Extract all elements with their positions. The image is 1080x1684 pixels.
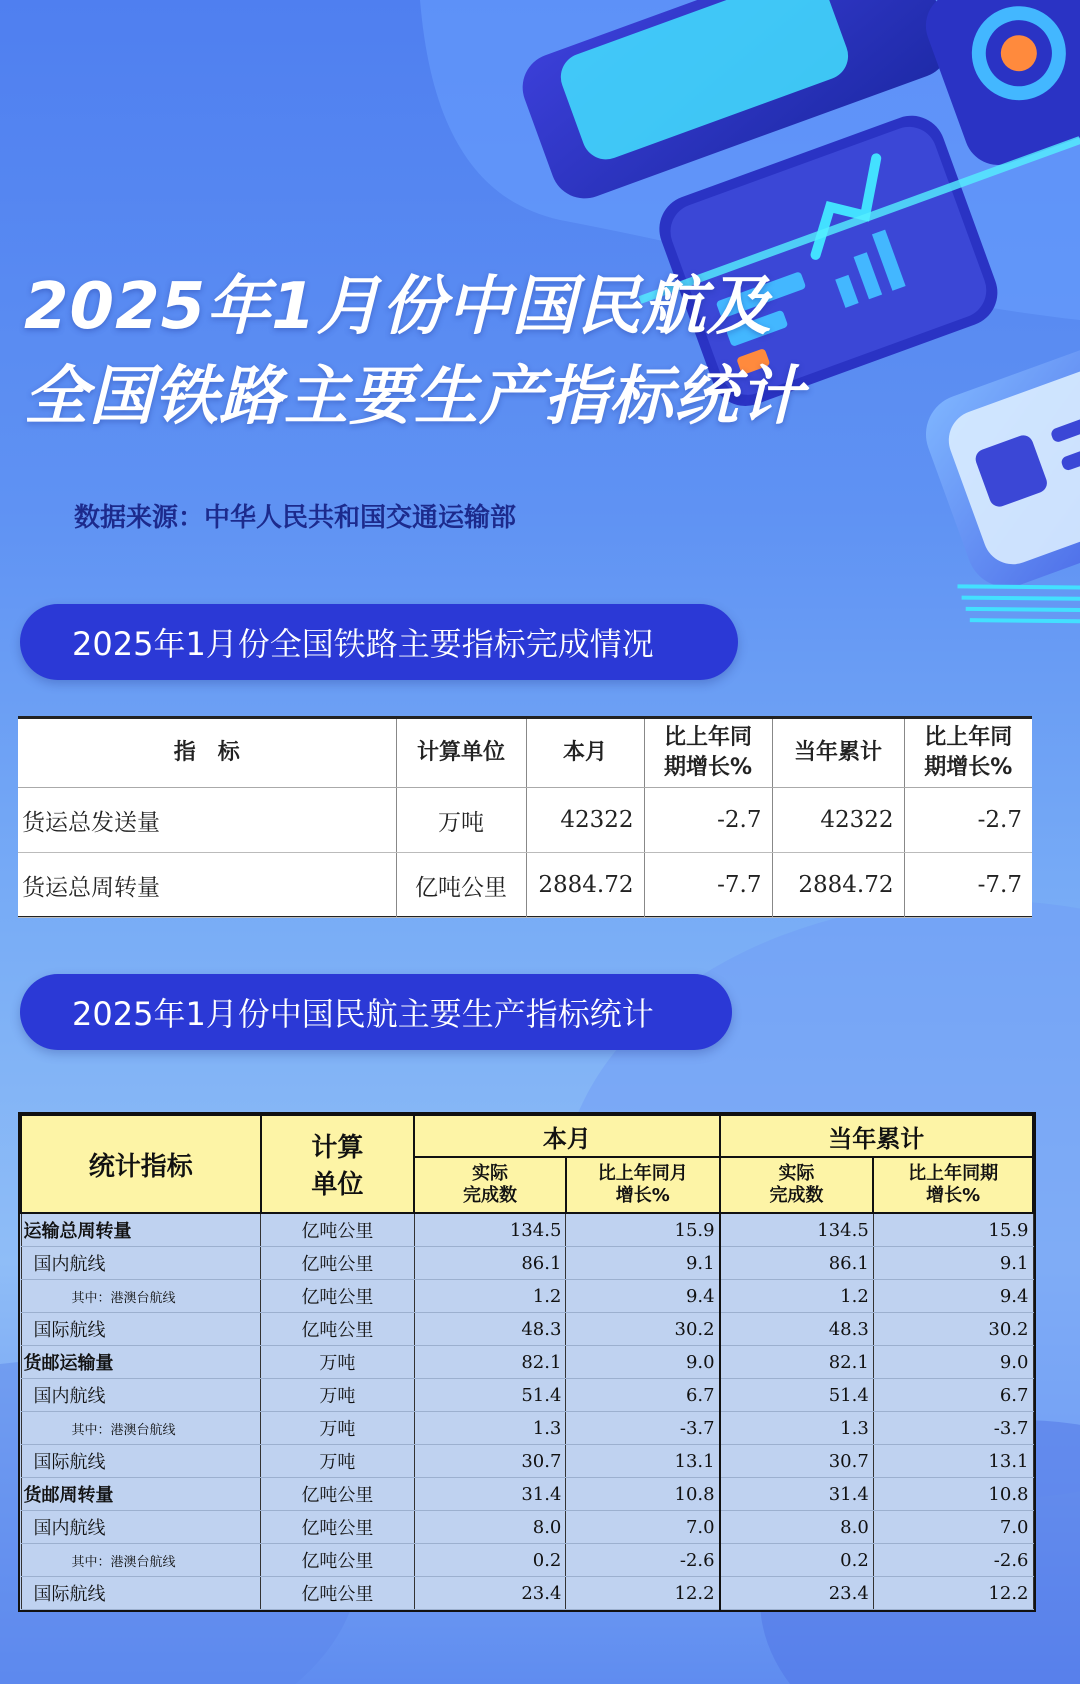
rail-table-container [18, 716, 1032, 918]
aviation-cell-ytd-growth: -3.7 [873, 1412, 1033, 1445]
table-row [21, 1346, 1033, 1379]
rail-header-unit: 计算单位 [396, 719, 526, 788]
aviation-cell-month: 31.4 [414, 1478, 566, 1511]
aviation-cell-name: 货邮周转量 [21, 1478, 261, 1511]
aviation-table [20, 1114, 1034, 1610]
aviation-cell-month-growth: 15.9 [566, 1213, 720, 1247]
aviation-cell-ytd: 48.3 [720, 1313, 874, 1346]
aviation-cell-unit: 亿吨公里 [261, 1544, 415, 1577]
aviation-cell-month-growth: 30.2 [566, 1313, 720, 1346]
aviation-cell-unit: 亿吨公里 [261, 1511, 415, 1544]
aviation-header-row-1 [21, 1115, 1033, 1157]
aviation-cell-name: 国内航线 [21, 1247, 261, 1280]
aviation-header-month-growth: 比上年同月 增长% [566, 1157, 720, 1213]
data-source: 数据来源：中华人民共和国交通运输部 [74, 503, 517, 533]
table-row [21, 1313, 1033, 1346]
aviation-cell-month: 8.0 [414, 1511, 566, 1544]
aviation-header-month-actual: 实际 完成数 [414, 1157, 566, 1213]
aviation-cell-month-growth: 13.1 [566, 1445, 720, 1478]
table-row [21, 1577, 1033, 1610]
aviation-cell-month: 1.3 [414, 1412, 566, 1445]
aviation-cell-ytd-growth: 9.0 [873, 1346, 1033, 1379]
aviation-cell-name: 货邮运输量 [21, 1346, 261, 1379]
aviation-cell-unit: 亿吨公里 [261, 1247, 415, 1280]
table-row [21, 1280, 1033, 1313]
aviation-cell-ytd: 51.4 [720, 1379, 874, 1412]
aviation-cell-unit: 万吨 [261, 1445, 415, 1478]
aviation-cell-unit: 亿吨公里 [261, 1478, 415, 1511]
rail-section-heading: 2025年1月份全国铁路主要指标完成情况 [20, 604, 738, 680]
table-row [18, 788, 1032, 853]
aviation-cell-ytd-growth: 7.0 [873, 1511, 1033, 1544]
aviation-cell-ytd: 1.3 [720, 1412, 874, 1445]
aviation-cell-name: 国内航线 [21, 1379, 261, 1412]
aviation-section-heading: 2025年1月份中国民航主要生产指标统计 [20, 974, 732, 1050]
rail-header-ytd: 当年累计 [772, 719, 904, 788]
aviation-cell-name: 其中：港澳台航线 [21, 1412, 261, 1445]
aviation-cell-unit: 万吨 [261, 1346, 415, 1379]
aviation-cell-ytd: 23.4 [720, 1577, 874, 1610]
aviation-cell-month-growth: 9.1 [566, 1247, 720, 1280]
aviation-cell-name: 国际航线 [21, 1577, 261, 1610]
aviation-cell-ytd-growth: 9.4 [873, 1280, 1033, 1313]
page-title [24, 262, 804, 442]
aviation-cell-month: 134.5 [414, 1213, 566, 1247]
aviation-header-ytd-growth: 比上年同期 增长% [873, 1157, 1033, 1213]
table-row [21, 1445, 1033, 1478]
aviation-cell-month-growth: 9.4 [566, 1280, 720, 1313]
rail-cell-ytd: 2884.72 [772, 853, 904, 918]
aviation-cell-ytd: 31.4 [720, 1478, 874, 1511]
aviation-cell-month: 1.2 [414, 1280, 566, 1313]
aviation-cell-ytd: 1.2 [720, 1280, 874, 1313]
aviation-cell-month-growth: 12.2 [566, 1577, 720, 1610]
aviation-cell-ytd: 0.2 [720, 1544, 874, 1577]
table-row [21, 1478, 1033, 1511]
aviation-header-indicator: 统计指标 [21, 1115, 261, 1213]
aviation-cell-unit: 亿吨公里 [261, 1280, 415, 1313]
aviation-cell-unit: 万吨 [261, 1412, 415, 1445]
aviation-cell-month-growth: -3.7 [566, 1412, 720, 1445]
aviation-cell-name: 运输总周转量 [21, 1213, 261, 1247]
aviation-cell-ytd-growth: 13.1 [873, 1445, 1033, 1478]
table-row [21, 1379, 1033, 1412]
aviation-cell-month: 51.4 [414, 1379, 566, 1412]
aviation-table-body [21, 1213, 1033, 1610]
aviation-cell-month: 48.3 [414, 1313, 566, 1346]
aviation-cell-ytd-growth: 6.7 [873, 1379, 1033, 1412]
aviation-cell-month-growth: -2.6 [566, 1544, 720, 1577]
rail-cell-ytd-growth: -2.7 [904, 788, 1032, 853]
aviation-cell-name: 国际航线 [21, 1445, 261, 1478]
aviation-cell-month: 23.4 [414, 1577, 566, 1610]
aviation-cell-month-growth: 10.8 [566, 1478, 720, 1511]
rail-cell-month-growth: -7.7 [644, 853, 772, 918]
aviation-cell-month: 30.7 [414, 1445, 566, 1478]
table-row [21, 1544, 1033, 1577]
aviation-cell-month: 86.1 [414, 1247, 566, 1280]
aviation-cell-month-growth: 7.0 [566, 1511, 720, 1544]
rail-header-row [18, 719, 1032, 788]
aviation-header-ytd: 当年累计 [720, 1115, 1033, 1157]
rail-cell-name: 货运总发送量 [18, 788, 396, 853]
table-row [21, 1213, 1033, 1247]
rail-cell-ytd-growth: -7.7 [904, 853, 1032, 918]
aviation-cell-ytd-growth: -2.6 [873, 1544, 1033, 1577]
aviation-cell-unit: 亿吨公里 [261, 1213, 415, 1247]
rail-cell-unit: 亿吨公里 [396, 853, 526, 918]
table-row [18, 853, 1032, 918]
aviation-cell-unit: 万吨 [261, 1379, 415, 1412]
rail-cell-name: 货运总周转量 [18, 853, 396, 918]
rail-header-ytd-growth: 比上年同 期增长% [904, 719, 1032, 788]
rail-table [18, 719, 1032, 918]
aviation-table-container [18, 1112, 1036, 1612]
aviation-cell-ytd: 82.1 [720, 1346, 874, 1379]
aviation-cell-ytd: 30.7 [720, 1445, 874, 1478]
aviation-header-month: 本月 [414, 1115, 719, 1157]
aviation-cell-unit: 亿吨公里 [261, 1313, 415, 1346]
aviation-cell-ytd: 8.0 [720, 1511, 874, 1544]
aviation-cell-month: 0.2 [414, 1544, 566, 1577]
aviation-header-ytd-actual: 实际 完成数 [720, 1157, 874, 1213]
table-row [21, 1511, 1033, 1544]
rail-header-month: 本月 [526, 719, 644, 788]
aviation-cell-name: 其中：港澳台航线 [21, 1544, 261, 1577]
aviation-cell-ytd: 86.1 [720, 1247, 874, 1280]
aviation-header-unit: 计算 单位 [261, 1115, 415, 1213]
rail-header-indicator: 指 标 [18, 719, 396, 788]
aviation-cell-ytd-growth: 10.8 [873, 1478, 1033, 1511]
aviation-cell-unit: 亿吨公里 [261, 1577, 415, 1610]
rail-cell-unit: 万吨 [396, 788, 526, 853]
aviation-cell-ytd: 134.5 [720, 1213, 874, 1247]
rail-cell-month: 2884.72 [526, 853, 644, 918]
rail-cell-month: 42322 [526, 788, 644, 853]
title-line-1: 2025年1月份中国民航及 [24, 270, 772, 344]
aviation-cell-name: 其中：港澳台航线 [21, 1280, 261, 1313]
title-line-2: 全国铁路主要生产指标统计 [24, 360, 804, 434]
table-row [21, 1412, 1033, 1445]
rail-header-month-growth: 比上年同 期增长% [644, 719, 772, 788]
aviation-cell-ytd-growth: 12.2 [873, 1577, 1033, 1610]
aviation-cell-month-growth: 9.0 [566, 1346, 720, 1379]
table-row [21, 1247, 1033, 1280]
rail-cell-ytd: 42322 [772, 788, 904, 853]
aviation-cell-ytd-growth: 30.2 [873, 1313, 1033, 1346]
aviation-cell-name: 国际航线 [21, 1313, 261, 1346]
aviation-cell-month: 82.1 [414, 1346, 566, 1379]
aviation-cell-name: 国内航线 [21, 1511, 261, 1544]
aviation-cell-month-growth: 6.7 [566, 1379, 720, 1412]
rail-cell-month-growth: -2.7 [644, 788, 772, 853]
aviation-cell-ytd-growth: 9.1 [873, 1247, 1033, 1280]
aviation-cell-ytd-growth: 15.9 [873, 1213, 1033, 1247]
